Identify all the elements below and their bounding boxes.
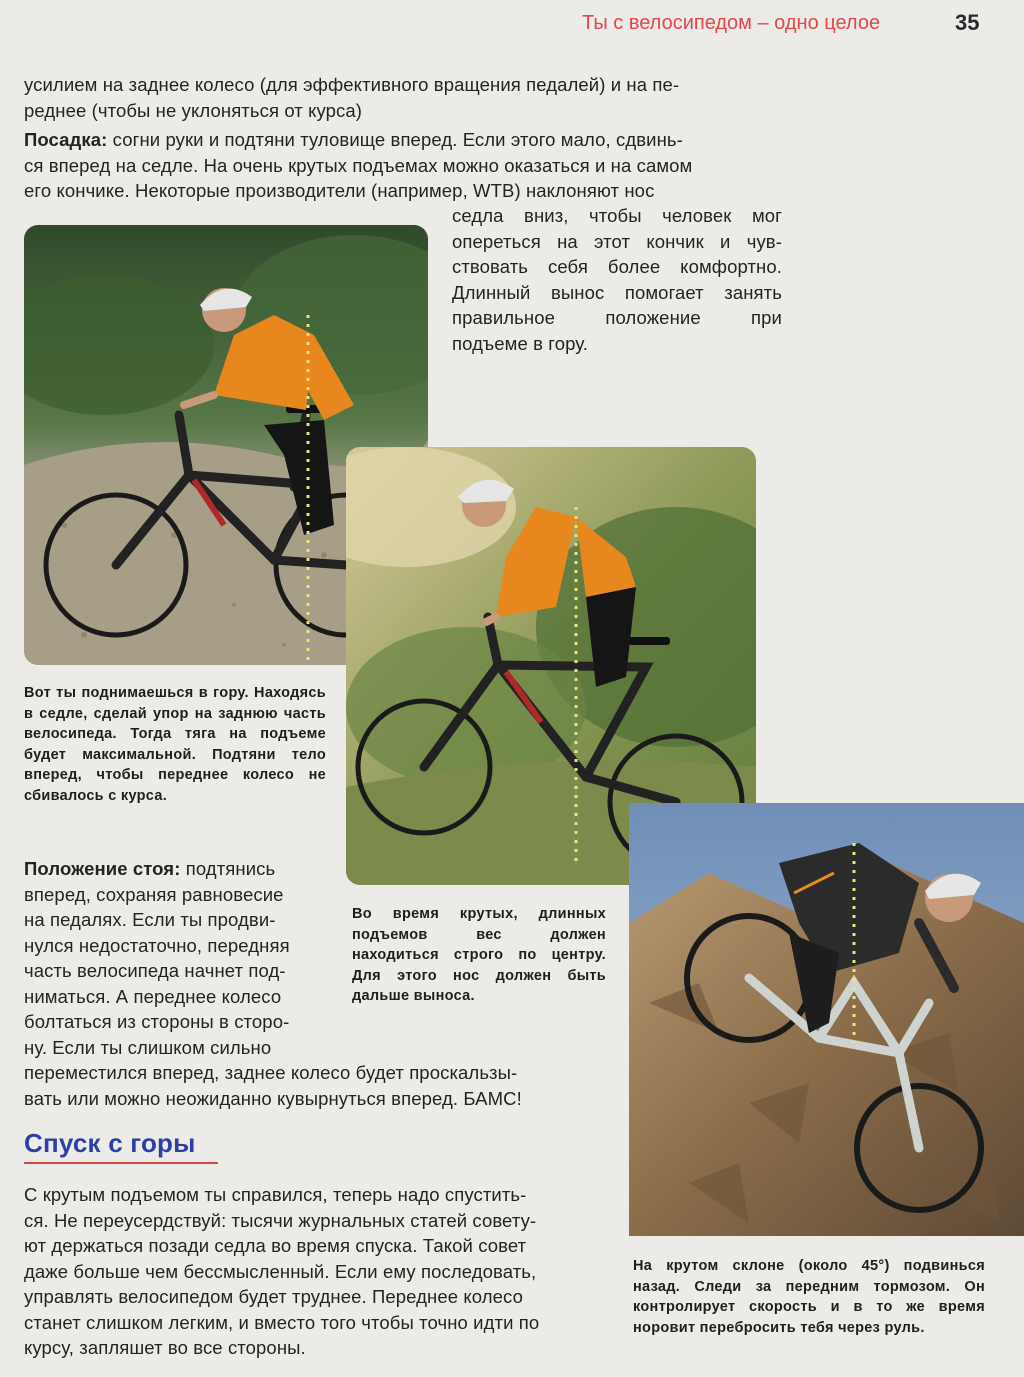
caption-descent: На крутом склоне (около 45°) подвинься назад. Следи за передним тормозом. Он контролирует скорость и в то же время норовит перебросить тебя через руль. <box>633 1258 985 1336</box>
section-heading-descent: Спуск с горы <box>24 1128 196 1158</box>
photo-descent <box>629 803 1024 1236</box>
caption-long-climb: Во время крутых, длинных подъемов вес должен находиться строго по центру. Для этого нос должен быть дальше выноса. <box>352 906 606 1004</box>
page-number: 35 <box>955 10 980 35</box>
intro-paragraph: усилием на заднее колесо (для эффективного вращения педалей) и на пе- реднее (чтобы не уклоняться от курса) <box>24 74 680 121</box>
descent-illustration <box>629 803 1024 1236</box>
descent-paragraph: С крутым подъемом ты справился, теперь надо спустить- ся. Не переусердствуй: тысячи журнальных статей совету- ют держаться позади седла во время спуска. Такой совет даже больше чем бессмысленный. Если ему последовать, управлять велосипедом будет труднее. Переднее колесо станет слишком легким, и вместо того чтобы точно идти по курсу, запляшет во все стороны. <box>24 1184 540 1358</box>
heading-underline <box>24 1162 218 1164</box>
posture-paragraph-continued: седла вниз, чтобы человек мог опереться на этот кончик и чув- ствовать себя более комфортно. Длинный вынос помогает занять правильное положение при подъеме в гору. <box>452 205 782 354</box>
caption-seated-climb: Вот ты поднимаешься в гору. Находясь в седле, сделай упор на заднюю часть велосипеда. Тогда тяга на подъеме будет максимальной. Подтяни тело вперед, чтобы переднее колесо не сбивалось с курса. <box>24 685 326 804</box>
running-header: Ты с велосипедом – одно целое <box>582 12 881 34</box>
posture-label: Посадка: <box>24 129 108 150</box>
standing-paragraph-continued: переместился вперед, заднее колесо будет проскальзы- вать или можно неожиданно кувырнуться вперед. БАМС! <box>24 1062 522 1109</box>
posture-paragraph: Посадка: согни руки и подтяни туловище вперед. Если этого мало, сдвинь- ся вперед на седле. На очень крутых подъемах можно оказаться и на самом его кончике. Некоторые производители (например, WTB) наклоняют нос <box>24 129 693 201</box>
standing-label: Положение стоя: <box>24 858 181 879</box>
standing-paragraph: Положение стоя: подтянись вперед, сохраняя равновесие на педалях. Если ты продви- нулся недостаточно, передняя часть велосипеда начнет под- ниматься. А переднее колесо болтаться из стороны в сторо- ну. Если ты слишком сильно <box>24 858 290 1058</box>
